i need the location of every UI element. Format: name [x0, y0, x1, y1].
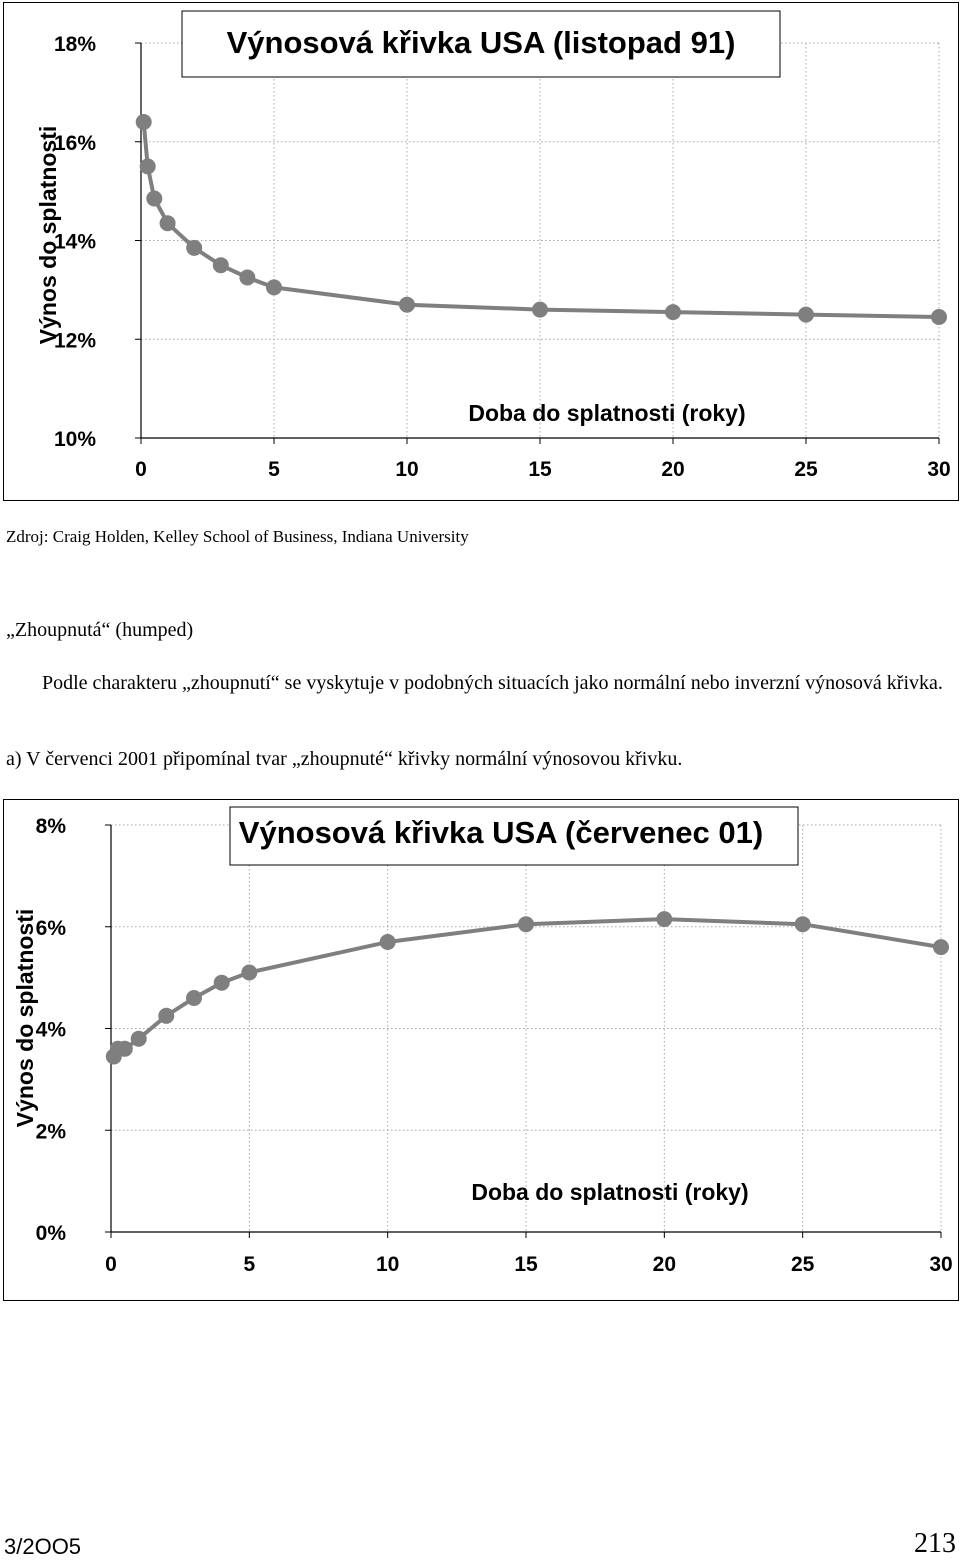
x-tick-label: 15: [514, 1253, 538, 1276]
chart-title: Výnosová křivka USA (červenec 01): [238, 815, 764, 850]
x-tick-label: 20: [652, 1253, 677, 1276]
data-point: [214, 975, 230, 991]
y-tick-label: 2%: [35, 1120, 66, 1144]
data-point: [518, 916, 534, 932]
x-tick-label: 0: [105, 1253, 117, 1276]
x-tick-label: 5: [243, 1253, 256, 1276]
data-point: [399, 297, 415, 313]
data-point: [186, 240, 202, 256]
data-point: [665, 304, 681, 320]
y-tick-label: 18%: [53, 33, 96, 56]
data-point: [186, 990, 202, 1006]
data-point: [117, 1041, 133, 1057]
data-point: [140, 158, 156, 174]
x-tick-label: 10: [375, 1253, 400, 1276]
series-line: [114, 919, 941, 1056]
data-point: [158, 1008, 174, 1024]
chart-svg: [4, 3, 960, 502]
data-point: [656, 911, 672, 927]
x-tick-label: 30: [927, 458, 951, 481]
data-point: [146, 191, 162, 207]
x-tick-label: 5: [268, 458, 280, 481]
data-point: [213, 257, 229, 273]
y-tick-label: 10%: [53, 428, 96, 451]
data-point: [931, 309, 947, 325]
chart-source-note: Zdroj: Craig Holden, Kelley School of Business, Indiana University: [6, 527, 469, 546]
issue-number: 3/2OO5: [4, 1534, 82, 1559]
body-paragraph: Podle charakteru „zhoupnutí“ se vyskytuje v podobných situacích jako normální nebo inverzní výnosová křivka.: [42, 672, 943, 694]
x-axis-label: Doba do splatnosti (roky): [468, 400, 746, 426]
x-tick-label: 25: [790, 1253, 815, 1276]
y-tick-label: 16%: [53, 131, 96, 155]
x-tick-label: 0: [135, 458, 147, 481]
y-tick-label: 6%: [35, 916, 66, 940]
chart-title: Výnosová křivka USA (listopad 91): [226, 25, 736, 60]
x-tick-label: 20: [661, 458, 685, 481]
y-tick-label: 12%: [53, 329, 96, 353]
y-tick-label: 4%: [35, 1018, 66, 1042]
yield-curve-chart-jul01: [3, 799, 959, 1301]
series-line: [144, 122, 939, 317]
y-axis-label: Výnos do splatnosti: [12, 908, 39, 1128]
page-number: 213: [914, 1528, 956, 1559]
data-point: [160, 215, 176, 231]
x-tick-label: 10: [395, 458, 419, 481]
section-heading: „Zhoupnutá“ (humped): [6, 619, 194, 641]
data-point: [380, 934, 396, 950]
x-tick-label: 30: [929, 1253, 953, 1276]
data-point: [795, 916, 811, 932]
data-point: [532, 302, 548, 318]
y-tick-label: 14%: [53, 230, 96, 254]
x-tick-label: 25: [794, 458, 818, 481]
data-point: [136, 114, 152, 130]
x-axis-label: Doba do splatnosti (roky): [471, 1179, 749, 1205]
yield-curve-chart-nov91: [3, 2, 959, 501]
list-item-a: a) V červenci 2001 připomínal tvar „zhoupnuté“ křivky normální výnosovou křivku.: [6, 748, 683, 770]
data-point: [933, 939, 949, 955]
y-tick-label: 0%: [35, 1222, 66, 1245]
data-point: [798, 307, 814, 323]
y-tick-label: 8%: [35, 815, 66, 838]
x-tick-label: 15: [528, 458, 552, 481]
data-point: [131, 1031, 147, 1047]
data-point: [266, 279, 282, 295]
chart-svg: [4, 800, 960, 1302]
data-point: [239, 270, 255, 286]
y-axis-label: Výnos do splatnosti: [35, 125, 62, 345]
data-point: [241, 965, 257, 981]
